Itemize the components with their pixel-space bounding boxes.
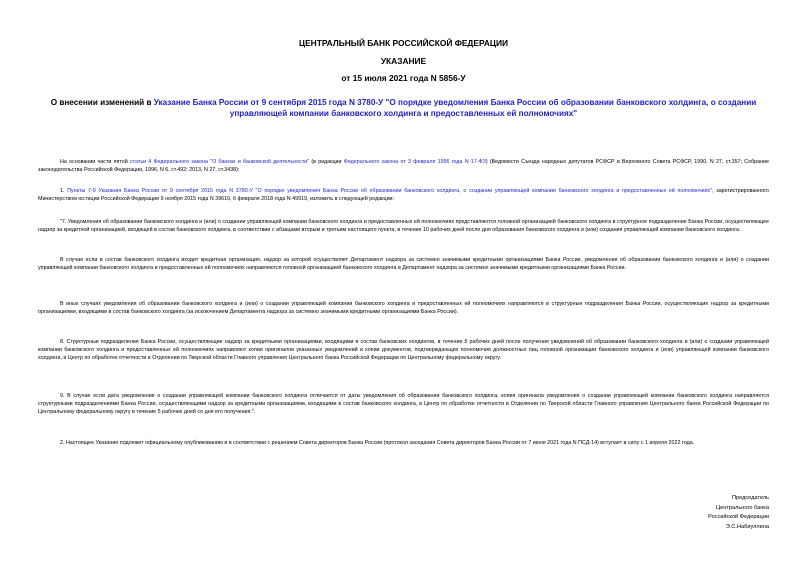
document-date-number: от 15 июля 2021 года N 5856-У <box>341 73 466 83</box>
clause-1-text: , зарегистрированного Министерством юстиции Российской Федерации 9 ноября 2015 года N 39616, 6 февраля 2018 года N 49919, изложить в следующей редакции: <box>38 188 770 202</box>
point-7-text: "7. Уведомления об образовании банковского холдинга и (или) о создании управляющей компании банковского холдинга и предоставленных ей полномочиях представляются головной организацией банковского холдинга в структурное подразделение Банка России, осуществляющее надзор за кредитной организацией, входящей в состав банковского холдинга, в соответствии с абзацами вторым и третьим настоящего пункта, в течение 10 рабочих дней после дня образования банковского холдинга и (или) создания управляющей компании банковского холдинга. <box>38 219 769 233</box>
clause-2-text: 2. Настоящее Указание подлежит официальному опубликованию и в соответствии с решением Совета директоров Банка России (протокол заседания Совета директоров Банка России от 7 июля 2021 года N ПСД-14) вступает в силу с 1 апреля 2022 года. <box>60 440 695 446</box>
signature-name: Э.С.Набиуллина <box>725 523 769 530</box>
document-type: УКАЗАНИЕ <box>380 56 427 66</box>
preamble-paragraph <box>38 158 769 174</box>
point-7-third-paragraph <box>38 300 769 316</box>
point-8-paragraph <box>38 338 769 362</box>
point-9-text: 9. В случае если дата уведомления о создании управляющей компании банковского холдинга отличается от даты уведомления об образовании банковского холдинга, копия оригинала уведомления о создании управляющей компании банковского холдинга направляется структурными подразделениями Банка России, осуществляющими надзор за кредитными организациями, входящими в состав банковского холдинга, в Центр по обработке отчетности в Отделении по Тверской области Главного управления Центрального банка Российской Федерации по Центральному федеральному округу в течение 5 рабочих дней со дня его получения.". <box>38 393 769 415</box>
point-8-text: 8. Структурные подразделения Банка России, осуществляющие надзор за кредитными организациями, входящими в состав банковских холдингов, в течение 5 рабочих дней после получения уведомлений об образовании банковского холдинга и (или) о создании управляющей компании банковского холдинга и предоставленных ей полномочиях направляют копии оригиналов указанных уведомлений и копии документов, подтверждающих полномочия должностных лиц головной организации банковского холдинга и (или) управляющей компании банковского холдинга, в Центр по обработке отчетности в Отделении по Тверской области Главного управления Центрального банка Российской Федерации по Центральному федеральному округу. <box>38 339 769 361</box>
point-7-paragraph <box>38 218 769 234</box>
clause-1-paragraph <box>38 187 769 203</box>
clause-2-paragraph <box>38 439 769 447</box>
signature-block <box>569 494 769 532</box>
point-7-second-paragraph <box>38 256 769 272</box>
signature-organization: Центрального банка <box>715 504 769 511</box>
preamble-text-2: (в редакции <box>309 159 344 165</box>
clause-1-number: 1. <box>60 188 68 194</box>
signature-position: Председатель <box>731 495 769 501</box>
federal-law-article-link[interactable]: статьи 4 Федерального закона "О банках и банковской деятельности" <box>129 159 310 165</box>
amended-points-link[interactable]: Пункты 7-9 Указания Банка России от 9 сентября 2015 года N 3780-У "О порядке уведомления Банка России об образовании банковского холдинга, о создании управляющей компании банковского холдинга и предоставленных ей полномочиях" <box>67 188 713 194</box>
document-title <box>38 98 769 119</box>
federal-law-amendment-link[interactable]: Федерального закона от 3 февраля 1996 года N 17-ФЗ <box>343 159 486 165</box>
preamble-text-3: ) (Ведомости Съезда народных депутатов РСФСР и Верховного Совета РСФСР, 1990, N 27, ст.357; Собрание законодательства Российской Федерации, 1996, N 6, ст.492; 2013, N 27, ст.3438): <box>38 159 769 173</box>
point-7-third-text: В иных случаях уведомления об образовании банковского холдинга и (или) о создании управляющей компании банковского холдинга и предоставленных ей полномочиях направляются в структурные подразделения Банка России, осуществляющие надзор за кредитными организациями, входящими в состав банковского холдинга (за исключением Департамента надзора за системно значимыми кредитными организациями Банка России). <box>38 301 769 315</box>
issuer-heading: ЦЕНТРАЛЬНЫЙ БАНК РОССИЙСКОЙ ФЕДЕРАЦИИ <box>298 38 509 48</box>
point-7-second-text: В случае если в состав банковского холдинга входит кредитная организация, надзор за которой осуществляет Департамент надзора за системно значимыми кредитными организациями Банка России, уведомления об образовании банковского холдинга и (или) о создании управляющей компании банковского холдинга и предоставленных ей полномочиях направляются головной организацией банковского холдинга в Департамент надзора за системно значимыми кредитными организациями Банка России. <box>38 257 769 271</box>
title-link[interactable]: Указание Банка России от 9 сентября 2015 года N 3780-У "О порядке уведомления Банка России об образовании банковского холдинга, о создании управляющей компании банковского холдинга и предоставленных ей полномочиях" <box>153 98 757 118</box>
preamble-text-1: На основании части пятой <box>60 159 130 165</box>
title-prefix: О внесении изменений в <box>50 98 154 107</box>
signature-country: Российской Федерации <box>708 514 769 521</box>
point-9-paragraph <box>38 392 769 416</box>
